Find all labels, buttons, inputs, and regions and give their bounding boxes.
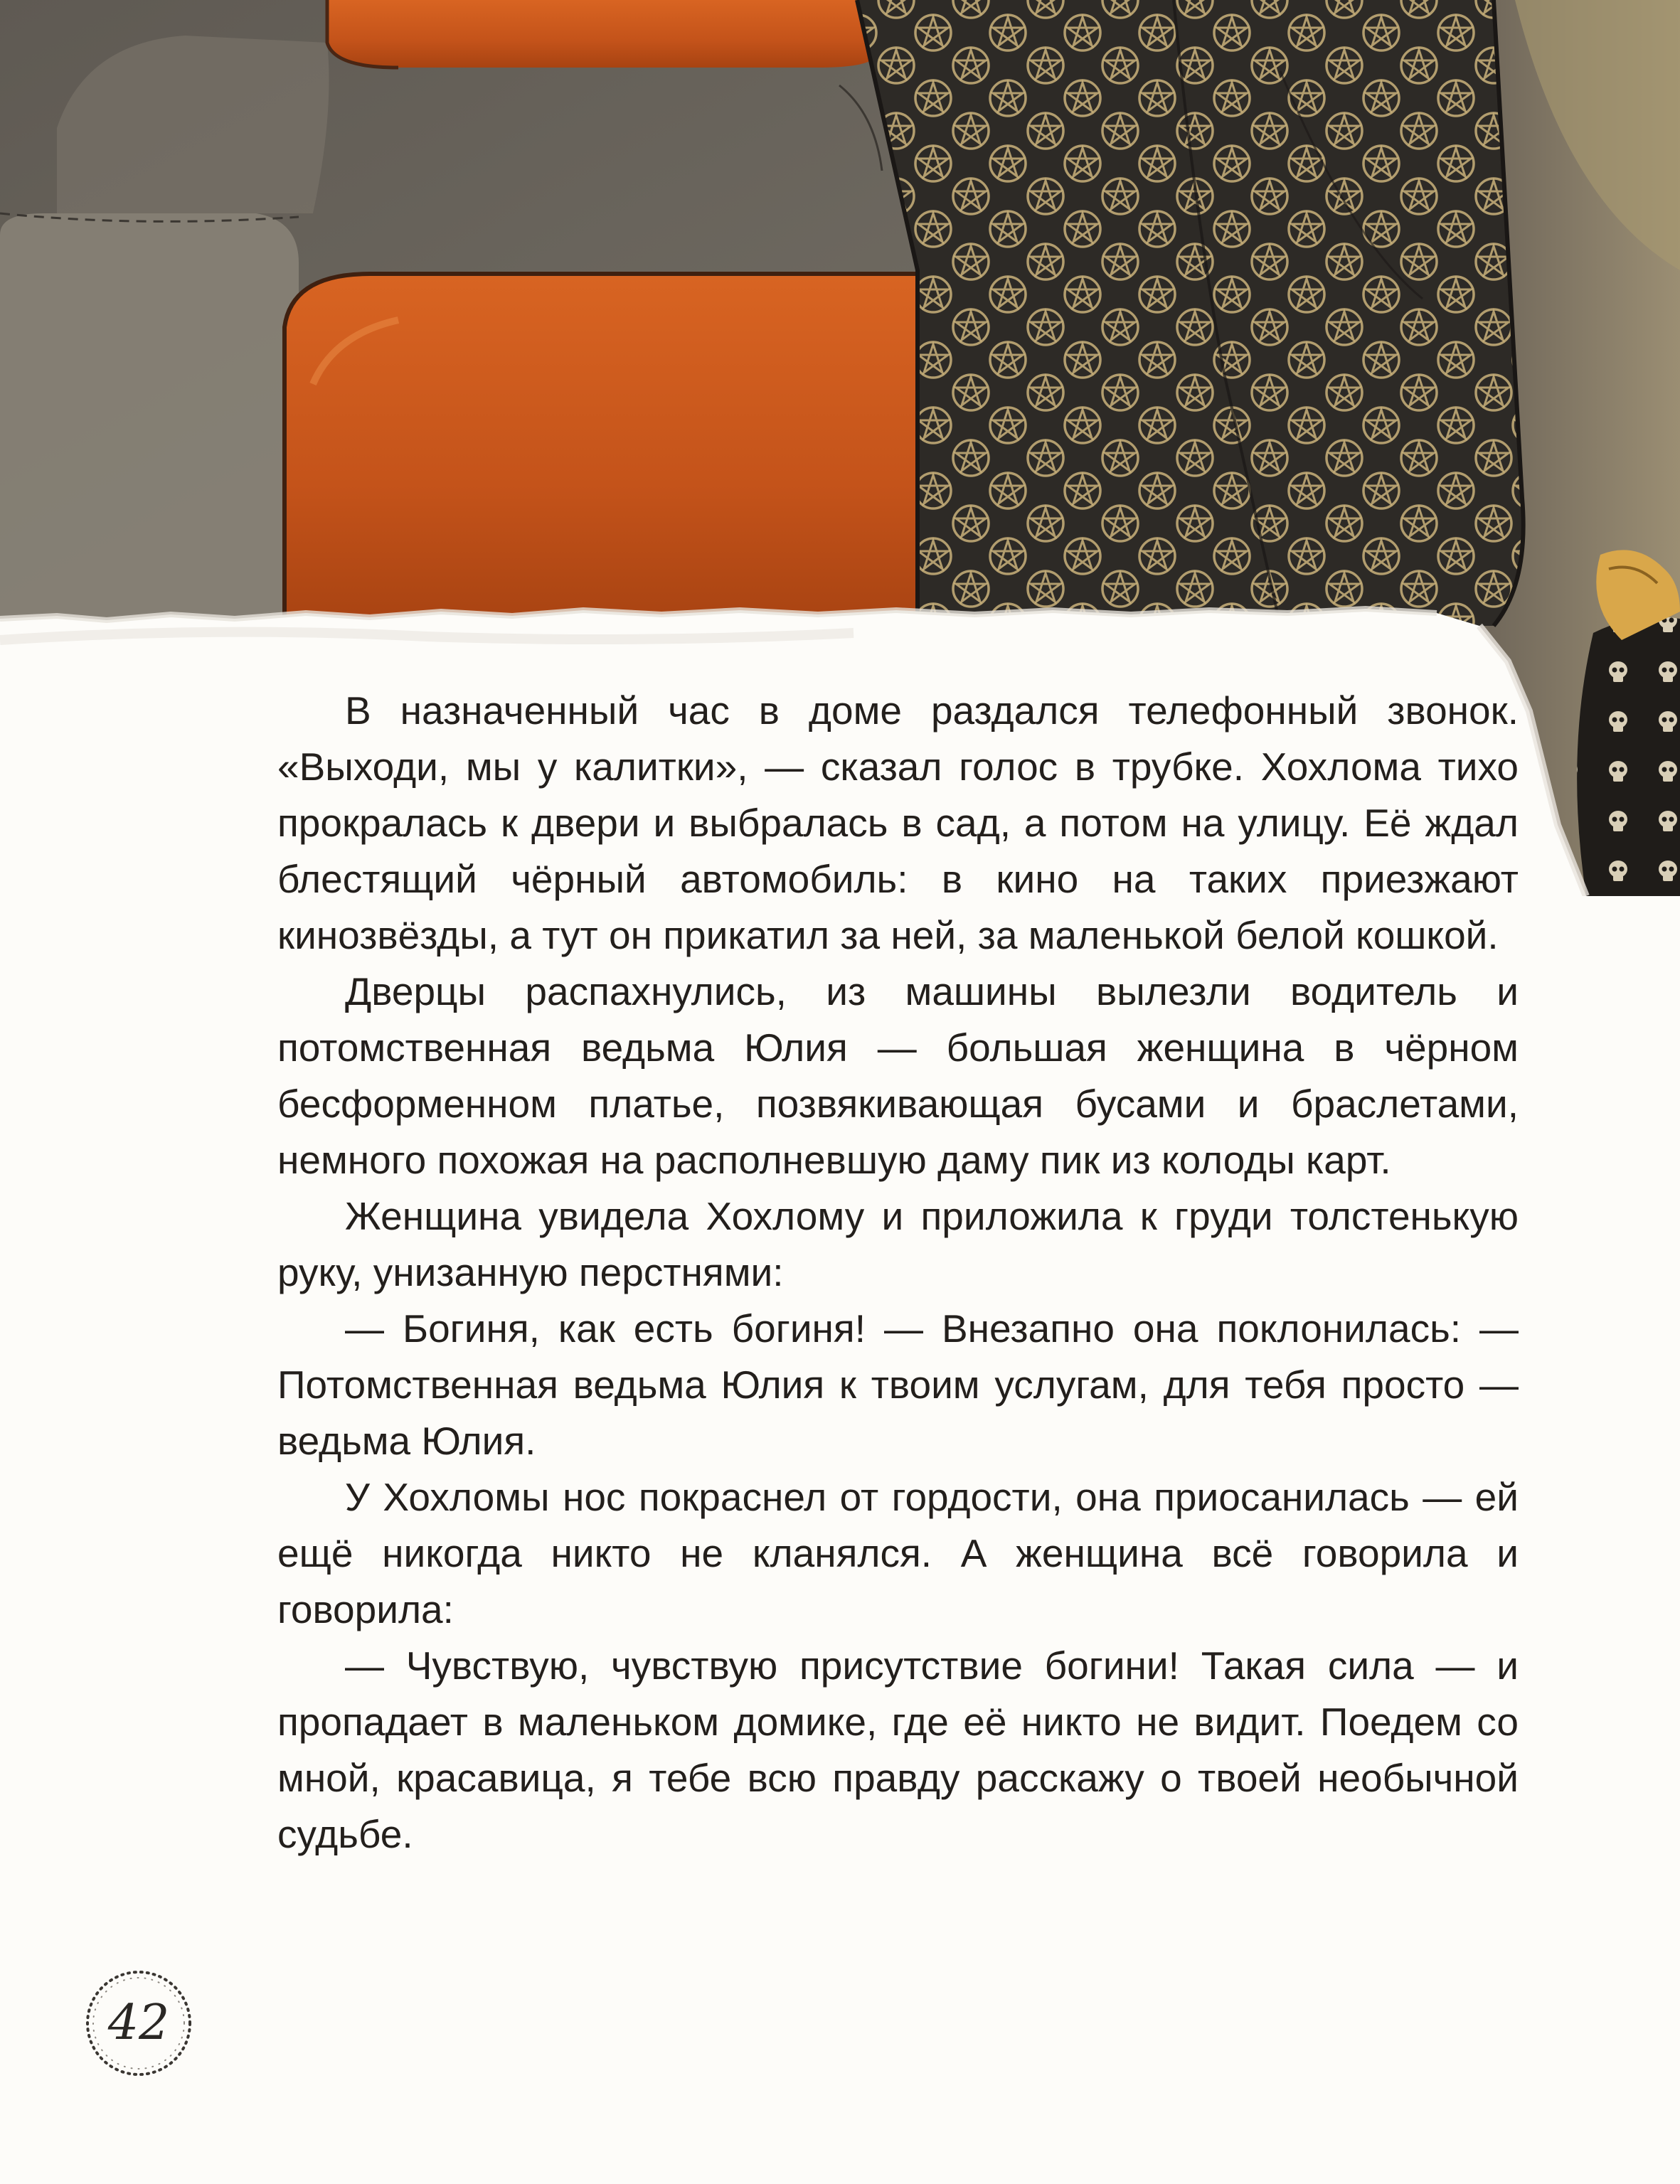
page-number <box>78 1963 199 2084</box>
story-paragraph: — Богиня, как есть богиня! — Внезапно она поклонилась: — Потомственная ведьма Юлия к твоим услугам, для тебя просто — ведьма Юлия. <box>277 1306 1519 1463</box>
story-paragraph: Женщина увидела Хохлому и приложила к груди толстенькую руку, унизанную перстнями: <box>277 1194 1519 1294</box>
story-text <box>277 683 1519 1863</box>
story-paragraph: — Чувствую, чувствую присутствие богини! Такая сила — и пропадает в маленьком домике, где её никто не видит. Поедем со мной, красавица, я тебе всю правду расскажу о твоей необычной судьбе. <box>277 1644 1519 1856</box>
story-paragraph: У Хохломы нос покраснел от гордости, она приосанилась — ей ещё никогда никто не кланялся. А женщина всё говорила и говорила: <box>277 1475 1519 1631</box>
page-number-label: 42 <box>107 1995 170 2051</box>
story-paragraph: В назначенный час в доме раздался телефонный звонок. «Выходи, мы у калитки», — сказал голос в трубке. Хохлома тихо прокралась к двери и выбралась в сад, а потом на улицу. Её ждал блестящий чёрный автомобиль: в кино на таких приезжают кинозвёзды, а тут он прикатил за ней, за маленькой белой кошкой. <box>277 688 1519 957</box>
story-paragraph: Дверцы распахнулись, из машины вылезли водитель и потомственная ведьма Юлия — большая женщина в чёрном бесформенном платье, позвякивающая бусами и браслетами, немного похожая на располневшую даму пик из колоды карт. <box>277 969 1519 1182</box>
